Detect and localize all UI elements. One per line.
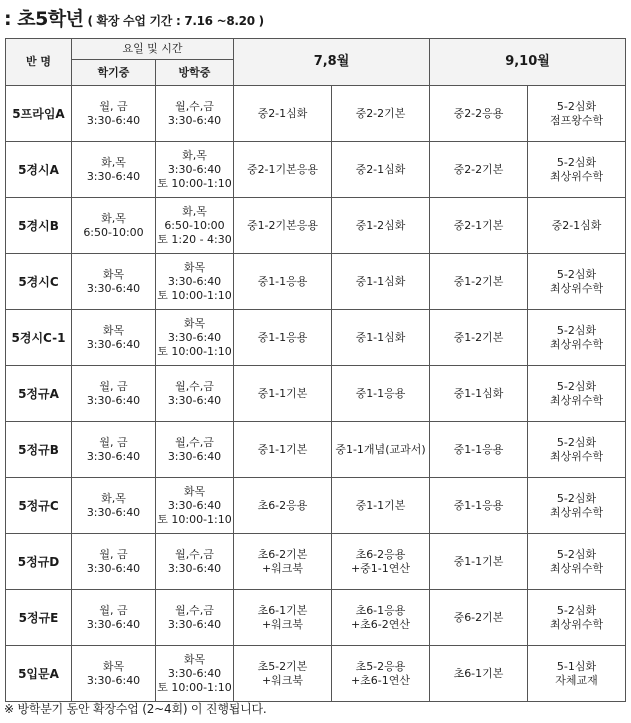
vacation-time-line: 토 10:00-1:10	[157, 288, 232, 302]
course-cell: 중2-2기본	[332, 86, 430, 142]
vacation-time-line: 월,수,금	[175, 603, 214, 617]
vacation-time-line: 화,목	[182, 204, 207, 218]
header-vacation: 방학중	[156, 60, 234, 86]
course-cell: 초6-2기본 +워크북	[234, 534, 332, 590]
footnote: ※ 방학분기 동안 확장수업 (2~4회) 이 진행됩니다.	[4, 702, 267, 716]
course-cell: 5-2심화 최상위수학	[528, 254, 626, 310]
semester-schedule	[72, 142, 156, 198]
vacation-time-line: 6:50-10:00	[164, 218, 225, 232]
header-class-name: 반 명	[6, 39, 72, 86]
vacation-schedule	[156, 422, 234, 478]
header-semester: 학기중	[72, 60, 156, 86]
schedule-table	[5, 38, 626, 702]
course-cell: 초5-2기본 +워크북	[234, 646, 332, 702]
semester-time-line: 3:30-6:40	[86, 393, 141, 407]
course-cell: 초6-2응용 +중1-1연산	[332, 534, 430, 590]
table-row	[6, 590, 626, 646]
semester-time-line: 화,목	[101, 211, 126, 225]
course-cell: 5-2심화 최상위수학	[528, 478, 626, 534]
semester-time-line: 3:30-6:40	[86, 281, 141, 295]
semester-time-line: 6:50-10:00	[83, 225, 144, 239]
semester-schedule	[72, 422, 156, 478]
semester-schedule	[72, 86, 156, 142]
class-name: 5경시A	[6, 142, 72, 198]
class-name: 5정규B	[6, 422, 72, 478]
course-cell: 5-2심화 최상위수학	[528, 366, 626, 422]
vacation-time-line: 월,수,금	[175, 99, 214, 113]
semester-schedule	[72, 366, 156, 422]
semester-time-line: 화목	[102, 659, 125, 673]
semester-schedule	[72, 254, 156, 310]
course-cell: 중1-1응용	[234, 254, 332, 310]
table-row	[6, 366, 626, 422]
semester-time-line: 3:30-6:40	[86, 337, 141, 351]
semester-schedule	[72, 310, 156, 366]
title-period: ( 확장 수업 기간 : 7.16 ~8.20 )	[87, 14, 264, 28]
title-grade: : 초5학년	[4, 8, 84, 30]
class-name: 5정규C	[6, 478, 72, 534]
semester-time-line: 3:30-6:40	[86, 169, 141, 183]
course-cell: 중1-1기본	[430, 534, 528, 590]
course-cell: 초6-1응용 +초6-2연산	[332, 590, 430, 646]
semester-time-line: 화,목	[101, 491, 126, 505]
course-cell: 중2-1기본	[430, 198, 528, 254]
course-cell: 5-2심화 점프왕수학	[528, 86, 626, 142]
vacation-time-line: 월,수,금	[175, 435, 214, 449]
vacation-time-line: 화목	[183, 316, 206, 330]
course-cell: 초6-1기본 +워크북	[234, 590, 332, 646]
table-row	[6, 534, 626, 590]
vacation-schedule	[156, 478, 234, 534]
semester-time-line: 3:30-6:40	[86, 113, 141, 127]
course-cell: 5-2심화 최상위수학	[528, 590, 626, 646]
class-name: 5정규D	[6, 534, 72, 590]
class-name: 5경시C	[6, 254, 72, 310]
class-name: 5경시C-1	[6, 310, 72, 366]
vacation-time-line: 3:30-6:40	[167, 113, 222, 127]
semester-schedule	[72, 590, 156, 646]
semester-schedule	[72, 534, 156, 590]
vacation-time-line: 3:30-6:40	[167, 274, 222, 288]
course-cell: 중2-1기본응용	[234, 142, 332, 198]
course-cell: 중2-2기본	[430, 142, 528, 198]
semester-time-line: 화,목	[101, 155, 126, 169]
course-cell: 중1-1기본	[332, 478, 430, 534]
vacation-time-line: 화목	[183, 652, 206, 666]
course-cell: 중1-1기본	[234, 422, 332, 478]
course-cell: 5-2심화 최상위수학	[528, 142, 626, 198]
course-cell: 중1-1심화	[332, 254, 430, 310]
semester-schedule	[72, 198, 156, 254]
vacation-schedule	[156, 590, 234, 646]
vacation-time-line: 토 10:00-1:10	[157, 680, 232, 694]
page-title	[4, 4, 264, 30]
course-cell: 중2-1심화	[528, 198, 626, 254]
vacation-schedule	[156, 142, 234, 198]
course-cell: 중2-1심화	[234, 86, 332, 142]
semester-time-line: 월, 금	[99, 603, 128, 617]
header-schedule: 요일 및 시간	[72, 39, 234, 60]
semester-time-line: 화목	[102, 323, 125, 337]
course-cell: 중1-1기본	[234, 366, 332, 422]
vacation-time-line: 3:30-6:40	[167, 393, 222, 407]
course-cell: 중1-2기본	[430, 310, 528, 366]
schedule-body	[6, 86, 626, 702]
course-cell: 중1-1응용	[430, 478, 528, 534]
course-cell: 중1-1심화	[332, 310, 430, 366]
class-name: 5프라임A	[6, 86, 72, 142]
header-month-910: 9,10월	[430, 39, 626, 86]
table-row	[6, 254, 626, 310]
course-cell: 중1-2심화	[332, 198, 430, 254]
vacation-time-line: 토 10:00-1:10	[157, 512, 232, 526]
course-cell: 초6-2응용	[234, 478, 332, 534]
vacation-time-line: 토 10:00-1:10	[157, 176, 232, 190]
course-cell: 중2-1심화	[332, 142, 430, 198]
course-cell: 5-2심화 최상위수학	[528, 310, 626, 366]
vacation-schedule	[156, 534, 234, 590]
vacation-schedule	[156, 366, 234, 422]
vacation-time-line: 3:30-6:40	[167, 330, 222, 344]
course-cell: 중1-1개념(교과서)	[332, 422, 430, 478]
semester-time-line: 월, 금	[99, 435, 128, 449]
vacation-time-line: 토 10:00-1:10	[157, 344, 232, 358]
table-row	[6, 646, 626, 702]
course-cell: 중1-2기본응용	[234, 198, 332, 254]
vacation-schedule	[156, 646, 234, 702]
course-cell: 중1-2기본	[430, 254, 528, 310]
course-cell: 중6-2기본	[430, 590, 528, 646]
vacation-time-line: 3:30-6:40	[167, 617, 222, 631]
semester-time-line: 화목	[102, 267, 125, 281]
course-cell: 중1-1응용	[430, 422, 528, 478]
table-row	[6, 142, 626, 198]
header-month-78: 7,8월	[234, 39, 430, 86]
course-cell: 중2-2응용	[430, 86, 528, 142]
table-row	[6, 422, 626, 478]
class-name: 5경시B	[6, 198, 72, 254]
semester-time-line: 3:30-6:40	[86, 673, 141, 687]
table-row	[6, 86, 626, 142]
vacation-time-line: 월,수,금	[175, 379, 214, 393]
semester-time-line: 3:30-6:40	[86, 449, 141, 463]
class-name: 5정규E	[6, 590, 72, 646]
vacation-time-line: 화,목	[182, 148, 207, 162]
vacation-schedule	[156, 198, 234, 254]
class-name: 5입문A	[6, 646, 72, 702]
semester-time-line: 월, 금	[99, 99, 128, 113]
course-cell: 중1-1심화	[430, 366, 528, 422]
vacation-schedule	[156, 86, 234, 142]
semester-time-line: 3:30-6:40	[86, 561, 141, 575]
course-cell: 초5-2응용 +초6-1연산	[332, 646, 430, 702]
vacation-time-line: 3:30-6:40	[167, 162, 222, 176]
vacation-time-line: 화목	[183, 484, 206, 498]
semester-schedule	[72, 478, 156, 534]
vacation-time-line: 3:30-6:40	[167, 561, 222, 575]
vacation-time-line: 3:30-6:40	[167, 666, 222, 680]
vacation-time-line: 화목	[183, 260, 206, 274]
vacation-time-line: 3:30-6:40	[167, 449, 222, 463]
course-cell: 초6-1기본	[430, 646, 528, 702]
table-row	[6, 478, 626, 534]
vacation-time-line: 월,수,금	[175, 547, 214, 561]
course-cell: 5-1심화 자체교재	[528, 646, 626, 702]
table-row	[6, 310, 626, 366]
vacation-schedule	[156, 254, 234, 310]
course-cell: 중1-1응용	[332, 366, 430, 422]
class-name: 5정규A	[6, 366, 72, 422]
course-cell: 중1-1응용	[234, 310, 332, 366]
vacation-time-line: 3:30-6:40	[167, 498, 222, 512]
semester-time-line: 월, 금	[99, 379, 128, 393]
course-cell: 5-2심화 최상위수학	[528, 534, 626, 590]
table-row	[6, 198, 626, 254]
vacation-schedule	[156, 310, 234, 366]
semester-schedule	[72, 646, 156, 702]
course-cell: 5-2심화 최상위수학	[528, 422, 626, 478]
semester-time-line: 3:30-6:40	[86, 617, 141, 631]
semester-time-line: 월, 금	[99, 547, 128, 561]
vacation-time-line: 토 1:20 - 4:30	[157, 232, 232, 246]
semester-time-line: 3:30-6:40	[86, 505, 141, 519]
